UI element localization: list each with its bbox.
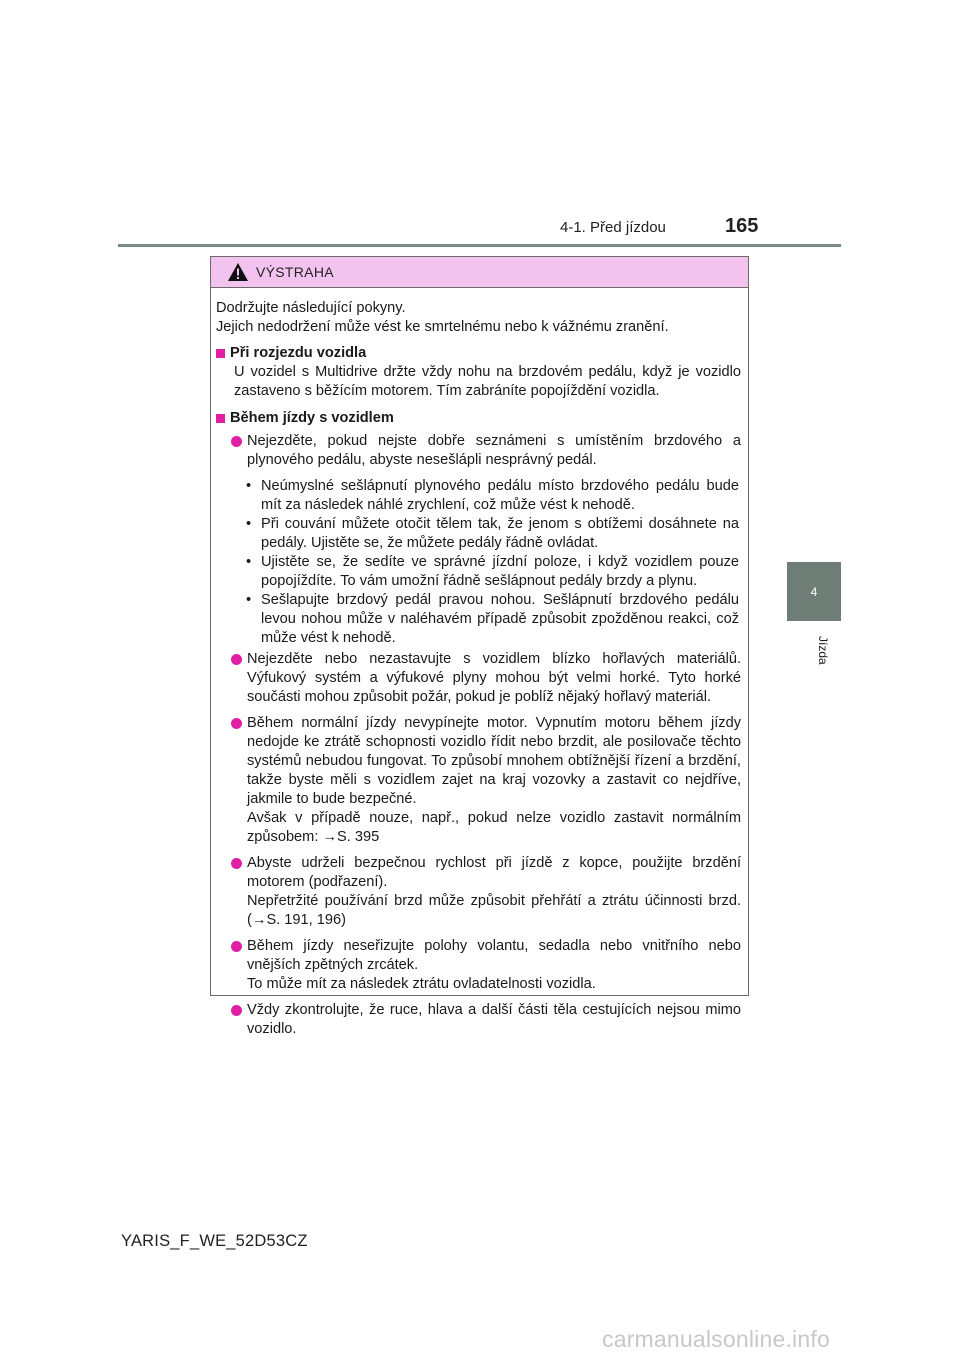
- section-heading: [216, 409, 741, 428]
- page-number: 165: [725, 215, 759, 237]
- bullet-mark: •: [246, 592, 252, 608]
- list-item-text: Během jízdy neseřizujte polohy volantu, sedadla nebo vnitřního nebo vnějších zpětných zrcátek.: [247, 938, 741, 973]
- list-item-text: Nejezděte nebo nezastavujte s vozidlem blízko hořlavých materiálů. Výfukový systém a výfukové plyny mohou být velmi horké. Tyto horké součásti mohou způsobit požár, pokud je poblíž nějaký hořlavý materiál.: [247, 651, 741, 705]
- list-item: [216, 1001, 741, 1039]
- sub-list: [216, 477, 741, 648]
- list-item: [216, 854, 741, 930]
- warning-title: VÝSTRAHA: [256, 264, 334, 280]
- list-item-text: Nepřetržité používání brzd může způsobit přehřátí a ztrátu účinnosti brzd. (→S. 191, 196): [247, 893, 741, 928]
- square-bullet-icon: [216, 349, 225, 358]
- sub-list-item-text: Neúmyslné sešlápnutí plynového pedálu místo brzdového pedálu bude mít za následek náhlé zrychlení, což může vést k nehodě.: [261, 478, 739, 513]
- site-watermark: carmanualsonline.info: [602, 1326, 830, 1352]
- list-item: [216, 650, 741, 707]
- warning-box: [210, 256, 749, 1037]
- intro-line: Jejich nedodržení může vést ke smrtelnému nebo k vážnému zranění.: [216, 319, 669, 335]
- list-item-text: To může mít za následek ztrátu ovladatelnosti vozidla.: [247, 976, 596, 992]
- sub-list-item: [216, 591, 741, 648]
- circle-bullet-icon: [231, 436, 242, 447]
- document-code: YARIS_F_WE_52D53CZ: [121, 1232, 308, 1250]
- intro-line: Dodržujte následující pokyny.: [216, 300, 406, 316]
- list-item-text: Během normální jízdy nevypínejte motor. Vypnutím motoru během jízdy nedojde ke ztrátě schopnosti vozidlo řídit nebo brzdit, ale posilovače těchto systémů nebudou fungovat. To způsobí mnohem obtížnější řízení a brzdění, takže byste měli s vozidlem zajet na kraj vozovky a zastavit co nejdříve, jakmile to bude bezpečné.: [247, 715, 741, 807]
- square-bullet-icon: [216, 414, 225, 423]
- sub-list-item-text: Ujistěte se, že sedíte ve správné jízdní poloze, i když vozidlem pouze popojíždíte. To vám umožní řádně sešlápnout pedály brzdy a plynu.: [261, 554, 739, 589]
- list-item: [216, 714, 741, 847]
- warning-body: [211, 288, 748, 1039]
- sub-list-item-text: Sešlapujte brzdový pedál pravou nohou. Sešlápnutí brzdového pedálu levou nohou může v naléhavém případě způsobit zpožděnou reakci, což může vést k nehodě.: [261, 592, 739, 646]
- list-item-text: Avšak v případě nouze, např., pokud nelze vozidlo zastavit normálním způsobem: →S. 395: [247, 810, 741, 845]
- section-text: U vozidel s Multidrive držte vždy nohu na brzdovém pedálu, když je vozidlo zastaveno s běžícím motorem. Tím zabráníte popojíždění vozidla.: [234, 364, 741, 399]
- warning-header: [211, 257, 748, 288]
- sub-list-item: [216, 515, 741, 553]
- circle-bullet-icon: [231, 1005, 242, 1016]
- circle-bullet-icon: [231, 941, 242, 952]
- section-heading-text: Během jízdy s vozidlem: [230, 410, 394, 426]
- list-item-text: Abyste udrželi bezpečnou rychlost při jízdě z kopce, použijte brzdění motorem (podřazení).: [247, 855, 741, 890]
- bullet-mark: •: [246, 516, 252, 532]
- sub-list-item: [216, 477, 741, 515]
- circle-bullet-icon: [231, 858, 242, 869]
- bullet-mark: •: [246, 554, 252, 570]
- list-item: [216, 937, 741, 994]
- list-item: [216, 432, 741, 470]
- sub-list-item: [216, 553, 741, 591]
- circle-bullet-icon: [231, 654, 242, 665]
- section-title: 4-1. Před jízdou: [560, 219, 666, 236]
- header-rule: [118, 244, 841, 247]
- section-heading: [216, 344, 741, 363]
- section-heading-text: Při rozjezdu vozidla: [230, 345, 367, 361]
- bullet-mark: •: [246, 478, 252, 494]
- warning-intro: [216, 299, 741, 337]
- list-item-text: Vždy zkontrolujte, že ruce, hlava a další části těla cestujících nejsou mimo vozidlo.: [247, 1002, 741, 1037]
- sub-list-item-text: Při couvání můžete otočit tělem tak, že jenom s obtížemi dosáhnete na pedály. Ujistěte se, že můžete pedály řádně ovládat.: [261, 516, 739, 551]
- list-item-text: Nejezděte, pokud nejste dobře seznámeni s umístěním brzdového a plynového pedálu, abyste nesešlápli nesprávný pedál.: [247, 433, 741, 468]
- circle-bullet-icon: [231, 718, 242, 729]
- chapter-tab: 4: [787, 562, 841, 621]
- chapter-label: Jízda: [816, 636, 830, 665]
- warning-triangle-icon: [227, 262, 249, 282]
